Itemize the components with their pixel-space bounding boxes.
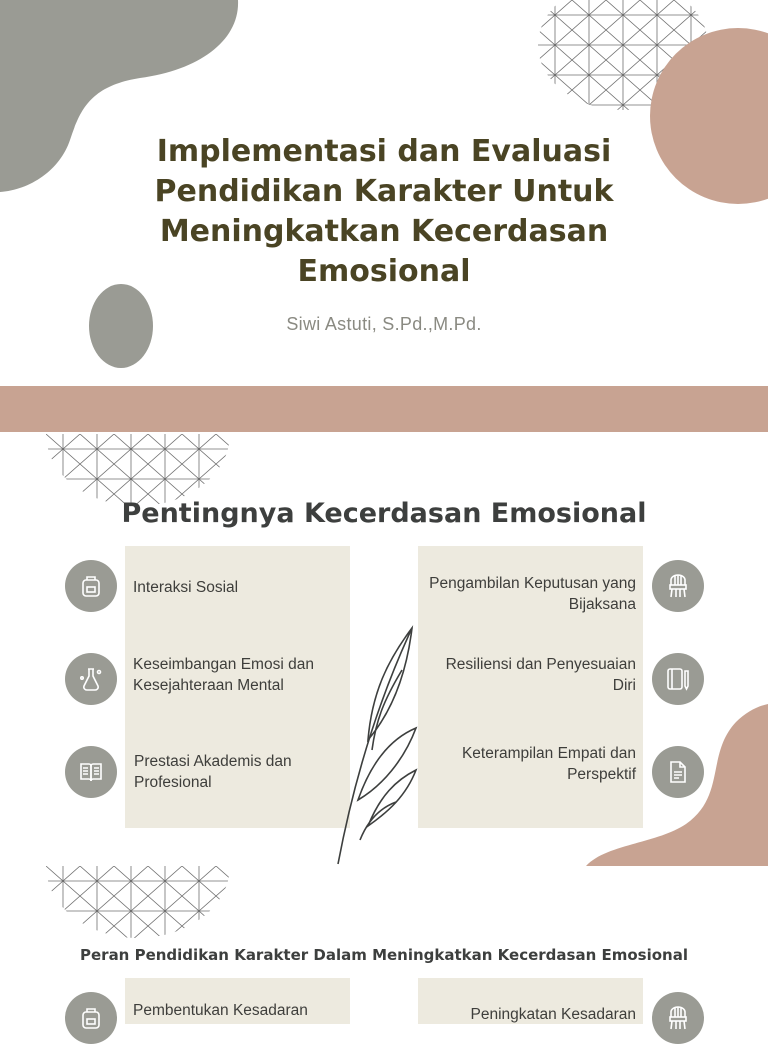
list-item: Keseimbangan Emosi dan Kesejahteraan Mental bbox=[133, 656, 314, 694]
chair-icon bbox=[652, 560, 704, 612]
presentation-title: Implementasi dan Evaluasi Pendidikan Karakter Untuk Meningkatkan Kecerdasan Emosional bbox=[154, 134, 614, 289]
list-item: Resiliensi dan Penyesuaian Diri bbox=[445, 656, 636, 694]
geometric-pattern bbox=[46, 434, 230, 506]
list-item: Interaksi Sosial bbox=[133, 579, 239, 596]
list-item: Pembentukan Kesadaran bbox=[133, 1002, 308, 1019]
book-icon bbox=[65, 746, 117, 798]
flask-icon bbox=[65, 653, 117, 705]
tan-circle-shape bbox=[638, 28, 768, 204]
backpack-icon bbox=[65, 560, 117, 612]
chair-icon bbox=[652, 992, 704, 1044]
list-item: Peningkatan Kesadaran bbox=[470, 1006, 636, 1023]
list-item: Keterampilan Empati dan Perspektif bbox=[461, 745, 636, 783]
list-item: Prestasi Akademis dan Profesional bbox=[134, 753, 292, 791]
leaf-illustration bbox=[332, 620, 422, 868]
section-heading: Peran Pendidikan Karakter Dalam Meningkatkan Kecerdasan Emosional bbox=[80, 946, 688, 964]
section-heading: Pentingnya Kecerdasan Emosional bbox=[121, 498, 647, 529]
document-icon bbox=[652, 746, 704, 798]
author-name: Siwi Astuti, S.Pd.,M.Pd. bbox=[286, 314, 482, 334]
geometric-pattern bbox=[46, 866, 230, 938]
notebook-pencil-icon bbox=[652, 653, 704, 705]
divider-band bbox=[0, 386, 768, 432]
backpack-icon bbox=[65, 992, 117, 1044]
list-item: Pengambilan Keputusan yang Bijaksana bbox=[429, 575, 636, 613]
